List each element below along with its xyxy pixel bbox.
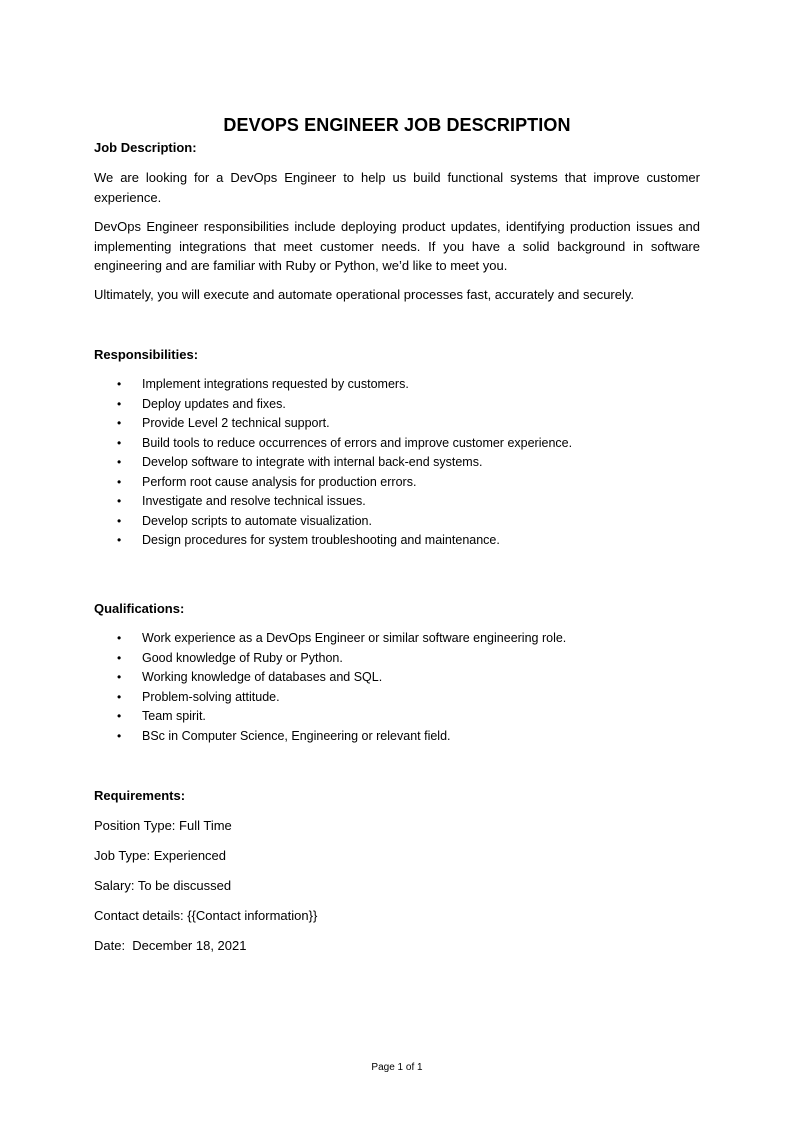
list-item: • Implement integrations requested by customers. [94,375,572,395]
list-item: • Provide Level 2 technical support. [94,414,572,434]
list-item: • Perform root cause analysis for production errors. [94,473,572,493]
list-item: • Problem-solving attitude. [94,688,566,708]
bullet-icon: • [117,670,122,684]
salary-line: Salary: To be discussed [94,878,232,893]
list-item: • Design procedures for system troubleshooting and maintenance. [94,531,572,551]
bullet-icon: • [117,513,122,528]
bullet-icon: • [117,455,122,469]
job-description-paragraph-2: DevOps Engineer responsibilities include deploying product updates, identifying production issues and implementing integrations that meet customer needs. If you have a solid background in software engineering and are familiar with Ruby or Python, we’d like to meet you. [94,219,700,273]
bullet-icon: • [117,474,122,489]
list-item: • Good knowledge of Ruby or Python. [94,649,566,669]
list-item: • Work experience as a DevOps Engineer or similar software engineering role. [94,629,566,649]
list-item: • Deploy updates and fixes. [94,395,572,415]
job-type-line: Job Type: Experienced [94,848,227,863]
list-item: • Working knowledge of databases and SQL. [94,668,566,688]
list-item: • Develop software to integrate with internal back-end systems. [94,453,572,473]
bullet-icon: • [117,728,122,743]
list-item: • Team spirit. [94,707,566,727]
bullet-icon: • [117,396,122,411]
document-page [94,0,700,1122]
list-item: • Develop scripts to automate visualization. [94,512,572,532]
list-item: • BSc in Computer Science, Engineering or relevant field. [94,727,566,747]
bullet-icon: • [117,435,122,450]
bullet-icon: • [117,416,122,430]
requirements-heading: Requirements: [94,788,186,803]
qualifications-list [94,629,566,746]
contact-details-line: Contact details: {{Contact information}} [94,908,318,923]
job-description-heading: Job Description: [94,140,197,155]
bullet-icon: • [117,709,122,723]
bullet-icon: • [117,377,122,391]
job-description-paragraph-1: We are looking for a DevOps Engineer to help us build functional systems that improve customer experience. [94,170,700,205]
document-title: DEVOPS ENGINEER JOB DESCRIPTION [223,115,571,135]
qualifications-heading: Qualifications: [94,601,185,616]
bullet-icon: • [117,631,122,645]
bullet-icon: • [117,689,122,704]
responsibilities-heading: Responsibilities: [94,347,199,362]
position-type-line: Position Type: Full Time [94,818,232,833]
job-description-paragraph-3: Ultimately, you will execute and automate operational processes fast, accurately and securely. [94,287,635,302]
list-item: • Investigate and resolve technical issues. [94,492,572,512]
bullet-icon: • [117,494,122,508]
page-footer: Page 1 of 1 [371,1062,423,1073]
bullet-icon: • [117,650,122,665]
responsibilities-list [94,375,572,551]
date-line: Date: December 18, 2021 [94,938,247,953]
list-item: • Build tools to reduce occurrences of errors and improve customer experience. [94,434,572,454]
bullet-icon: • [117,533,122,547]
